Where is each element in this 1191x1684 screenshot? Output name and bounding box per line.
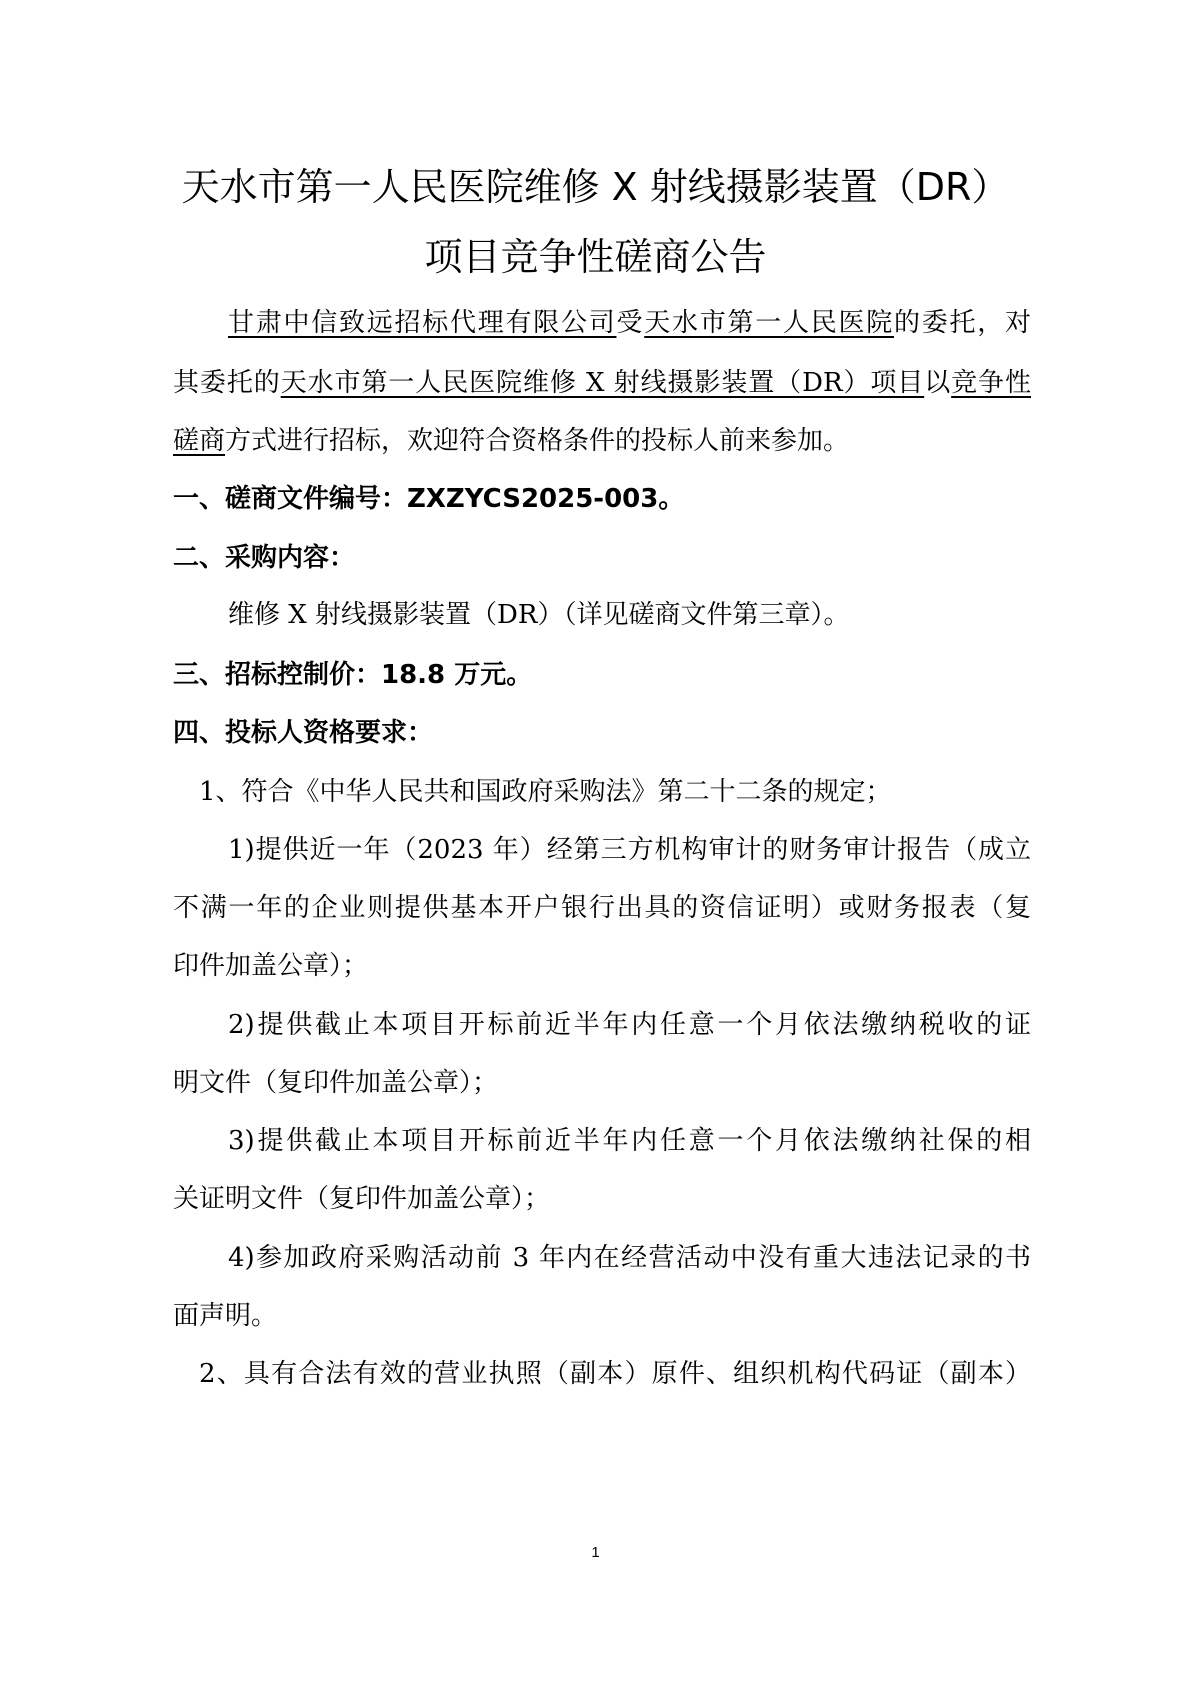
page-number: 1 (591, 1544, 600, 1561)
requirement-1-3-line-1: 3)提供截止本项目开标前近半年内任意一个月依法缴纳社保的相 (228, 1126, 1031, 1156)
section-2-content: 维修 X 射线摄影装置（DR）（详见磋商文件第三章）。 (228, 600, 850, 630)
section-4-heading: 四、投标人资格要求： (173, 718, 434, 748)
intro-line-2: 其委托的天水市第一人民医院维修 X 射线摄影装置（DR）项目以竞争性 (173, 368, 1031, 398)
requirement-1-2-line-1: 2)提供截止本项目开标前近半年内任意一个月依法缴纳税收的证 (228, 1010, 1031, 1040)
requirement-1-4-line-2: 面声明。 (173, 1301, 278, 1331)
procurement-method: 竞争性 (951, 368, 1031, 398)
client-name: 天水市第一人民医院 (644, 308, 894, 338)
document-title-line-2: 项目竞争性磋商公告 (424, 235, 767, 279)
procurement-method-cont: 磋商 (173, 426, 226, 456)
agent-name: 甘肃中信致远招标代理有限公司 (228, 308, 617, 338)
requirement-1-4-line-1: 4)参加政府采购活动前 3 年内在经营活动中没有重大违法记录的书 (228, 1243, 1031, 1273)
document-title-line-1: 天水市第一人民医院维修 X 射线摄影装置（DR） (181, 165, 1010, 209)
requirement-1-3-line-2: 关证明文件（复印件加盖公章）； (173, 1184, 551, 1214)
requirement-2: 2、具有合法有效的营业执照（副本）原件、组织机构代码证（副本） (199, 1359, 1031, 1389)
requirement-1-1-line-2: 不满一年的企业则提供基本开户银行出具的资信证明）或财务报表（复 (173, 893, 1031, 923)
intro-line-1: 甘肃中信致远招标代理有限公司受天水市第一人民医院的委托，对 (228, 308, 1031, 338)
requirement-1-2-line-2: 明文件（复印件加盖公章）； (173, 1068, 499, 1098)
section-1-document-number: 一、磋商文件编号：ZXZYCS2025-003。 (173, 484, 685, 514)
section-3-control-price: 三、招标控制价：18.8 万元。 (173, 660, 533, 690)
requirement-1: 1、符合《中华人民共和国政府采购法》第二十二条的规定； (199, 777, 892, 807)
intro-line-3: 磋商方式进行招标，欢迎符合资格条件的投标人前来参加。 (173, 426, 850, 456)
section-2-heading: 二、采购内容： (173, 543, 356, 573)
requirement-1-1-line-1: 1)提供近一年（2023 年）经第三方机构审计的财务审计报告（成立 (228, 835, 1031, 865)
requirement-1-1-line-3: 印件加盖公章）； (173, 951, 369, 981)
project-name: 天水市第一人民医院维修 X 射线摄影装置（DR）项目 (280, 368, 925, 398)
